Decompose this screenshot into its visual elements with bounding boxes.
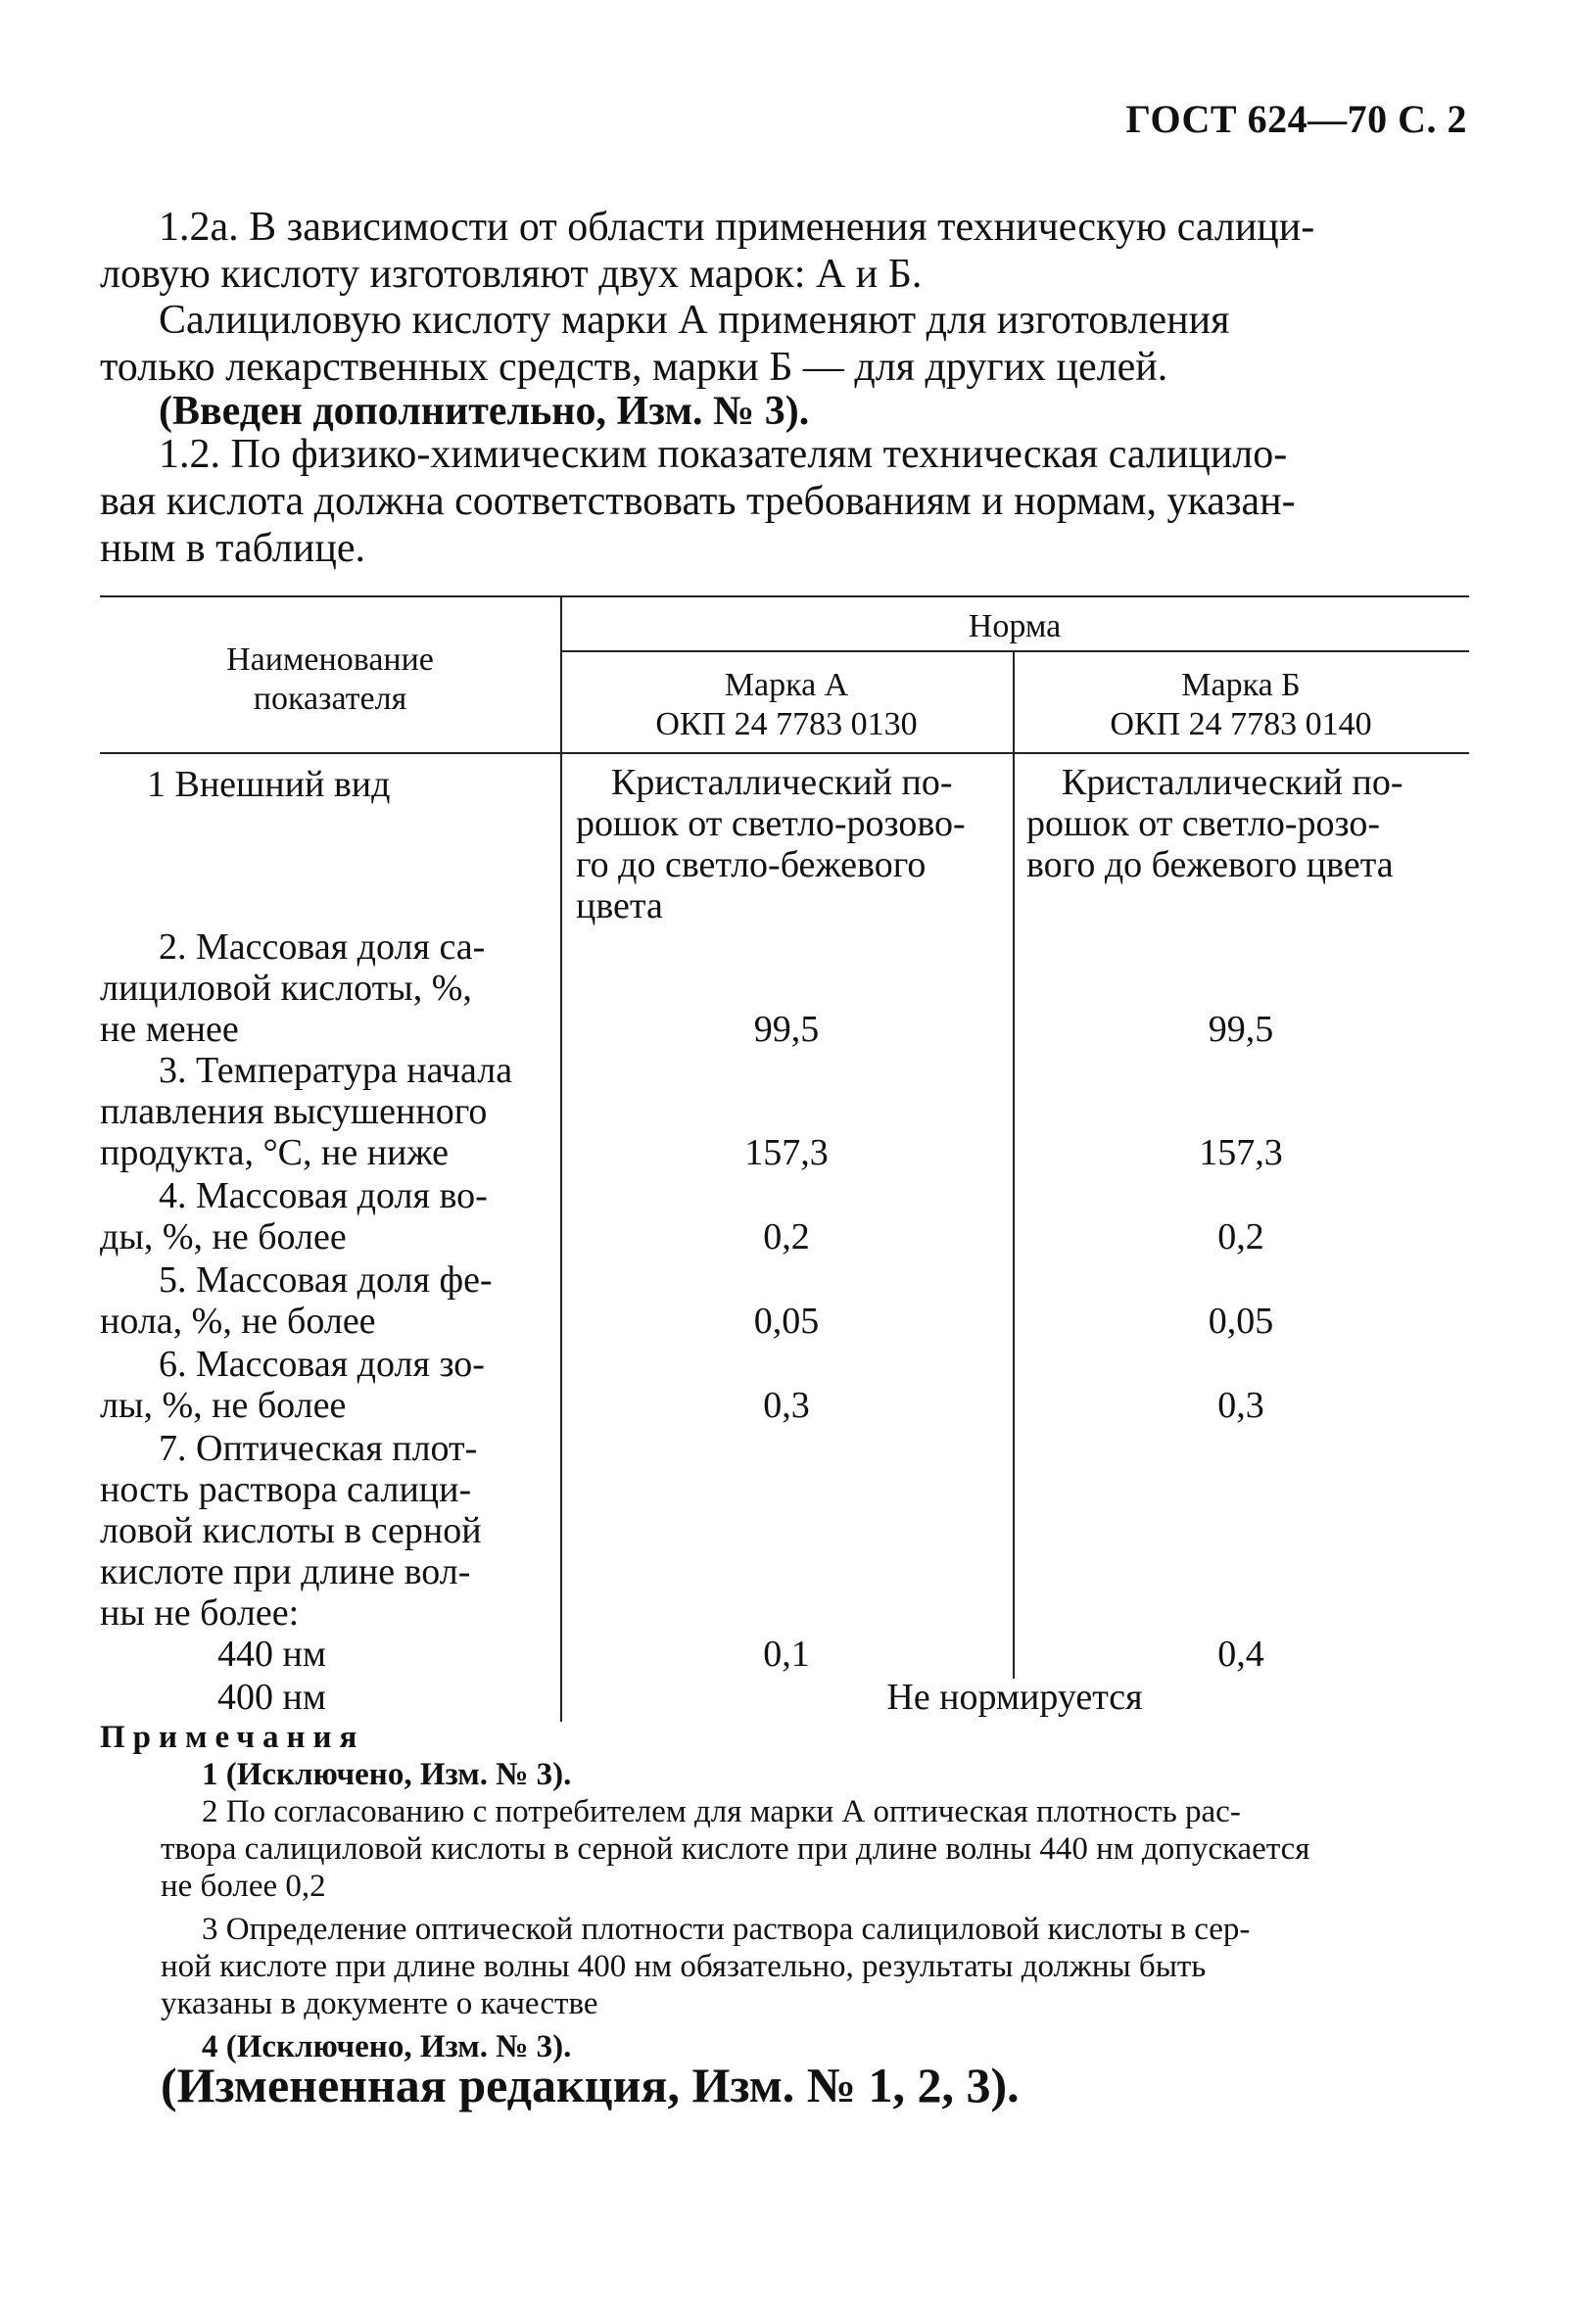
label-line: ловой кислоты в серной: [100, 1510, 482, 1551]
table-row-label: [100, 1634, 560, 1675]
table-row-label: [100, 1259, 548, 1342]
note-1: 1 (Исключено, Изм. № 3).: [202, 1757, 572, 1792]
label-line: продукта, °С, не ниже: [100, 1132, 450, 1173]
table-row-label: [100, 1050, 548, 1173]
header-mark-a: [560, 666, 1013, 744]
header-text: показателя: [253, 681, 407, 717]
table-cell-mark-b: 157,3: [1199, 1132, 1283, 1173]
cell-line: цвета: [576, 885, 663, 926]
text-line: ловую кислоту изготовляют двух марок: А и Б.: [100, 252, 923, 297]
text-line: 1.2а. В зависимости от области применения техническую салици-: [159, 205, 1315, 250]
header-text: Марка Б: [1181, 667, 1301, 703]
table-row-label: [100, 926, 548, 1050]
table-cell-mark-a: 0,3: [763, 1385, 810, 1426]
header-norm-cell: Норма: [968, 608, 1062, 644]
properties-table: [100, 595, 1469, 1722]
table-row-label: [100, 764, 560, 805]
table-cell-mark-b: 0,3: [1217, 1385, 1264, 1426]
notes-block: [100, 1719, 1469, 2065]
header-text: ОКП 24 7783 0140: [1110, 706, 1372, 742]
amended-edition-note: (Измененная редакция, Изм. № 1, 2, 3).: [161, 2058, 1020, 2112]
table-cell-merged: Не нормируется: [886, 1677, 1143, 1718]
note-2-line: твора салициловой кислоты в серной кислоте при длине волны 440 нм допускается: [161, 1831, 1310, 1867]
introduced-note: [100, 388, 1469, 435]
label-line: кислоте при длине вол-: [100, 1551, 471, 1592]
table-cell-mark-a: 0,2: [763, 1216, 810, 1257]
label-line: нола, %, не более: [100, 1301, 376, 1342]
table-row-label: [100, 1428, 548, 1634]
table-cell-mark-a: 0,05: [753, 1301, 820, 1342]
label-line: 1 Внешний вид: [147, 764, 391, 805]
note-2-line: не более 0,2: [161, 1869, 326, 1904]
table-row-label: [100, 1175, 548, 1257]
note-4: 4 (Исключено, Изм. № 3).: [202, 2029, 572, 2064]
table-cell-mark-a: 0,1: [763, 1634, 810, 1675]
note-3-line: 3 Определение оптической плотности раствора салициловой кислоты в сер-: [202, 1912, 1251, 1947]
label-line: плавления высушенного: [100, 1091, 488, 1132]
paragraph-1-2a: [100, 204, 1469, 298]
label-line: 7. Оптическая плот-: [159, 1428, 478, 1469]
text-line: только лекарственных средств, марки Б — для других целей.: [100, 345, 1168, 390]
label-line: 400 нм: [217, 1677, 326, 1718]
label-line: 2. Массовая доля са-: [159, 926, 486, 968]
label-line: 4. Массовая доля во-: [159, 1175, 488, 1216]
norm-rule: [560, 650, 1469, 652]
label-line: ность раствора салици-: [100, 1469, 472, 1510]
text-line: 1.2. По физико-химическим показателям техническая салицило-: [159, 432, 1288, 477]
table-cell-mark-b: 0,05: [1208, 1301, 1274, 1342]
label-line: 5. Массовая доля фе-: [159, 1259, 493, 1301]
table-top-rule: [100, 595, 1469, 597]
cell-line: рошок от светло-розо-: [1026, 803, 1380, 844]
header-text: ОКП 24 7783 0130: [655, 706, 918, 742]
label-line: 440 нм: [217, 1634, 326, 1675]
note-2-line: 2 По согласованию с потребителем для марки А оптическая плотность рас-: [202, 1794, 1241, 1829]
header-mark-b: [1013, 666, 1469, 744]
text-line: вая кислота должна соответствовать требованиям и нормам, указан-: [100, 479, 1296, 524]
paragraph-1-2: [100, 431, 1469, 572]
header-name-cell: [100, 640, 560, 719]
note-3-line: ной кислоте при длине волны 400 нм обязательно, результаты должны быть: [161, 1949, 1207, 1984]
paragraph-mark-usage: [100, 297, 1469, 391]
table-cell-mark-a: [576, 762, 1005, 926]
table-cell-mark-a: 99,5: [753, 1009, 820, 1050]
cell-line: го до светло-бежевого: [576, 844, 927, 885]
label-line: 6. Массовая доля зо-: [159, 1344, 485, 1385]
table-cell-mark-b: 0,2: [1217, 1216, 1264, 1257]
table-cell-mark-b: 99,5: [1208, 1009, 1274, 1050]
notes-title: Примечания: [100, 1720, 365, 1755]
label-line: не менее: [100, 1009, 239, 1050]
label-line: лы, %, не более: [100, 1385, 347, 1426]
cell-line: Кристаллический по-: [611, 762, 953, 803]
table-cell-mark-b: [1026, 762, 1463, 885]
label-line: ды, %, не более: [100, 1216, 347, 1257]
cell-line: вого до бежевого цвета: [1026, 844, 1394, 885]
header-text: Наименование: [226, 641, 434, 678]
header-bottom-rule: [100, 752, 1469, 754]
cell-line: Кристаллический по-: [1062, 762, 1403, 803]
label-line: 3. Температура начала: [159, 1050, 513, 1091]
table-cell-mark-a: 157,3: [744, 1132, 829, 1173]
text-line: (Введен дополнительно, Изм. № 3).: [159, 389, 810, 434]
page-header: ГОСТ 624—70 С. 2: [1125, 97, 1467, 141]
label-line: ны не более:: [100, 1592, 300, 1634]
label-line: лициловой кислоты, %,: [100, 968, 472, 1009]
text-line: Салициловую кислоту марки А применяют для изготовления: [159, 298, 1230, 343]
note-3-line: указаны в документе о качестве: [161, 1986, 598, 2021]
cell-line: рошок от светло-розово-: [576, 803, 966, 844]
table-row-label: [100, 1677, 560, 1718]
table-row-label: [100, 1344, 548, 1426]
table-cell-mark-b: 0,4: [1217, 1634, 1264, 1675]
text-line: ным в таблице.: [100, 526, 365, 571]
header-text: Марка А: [724, 667, 849, 703]
